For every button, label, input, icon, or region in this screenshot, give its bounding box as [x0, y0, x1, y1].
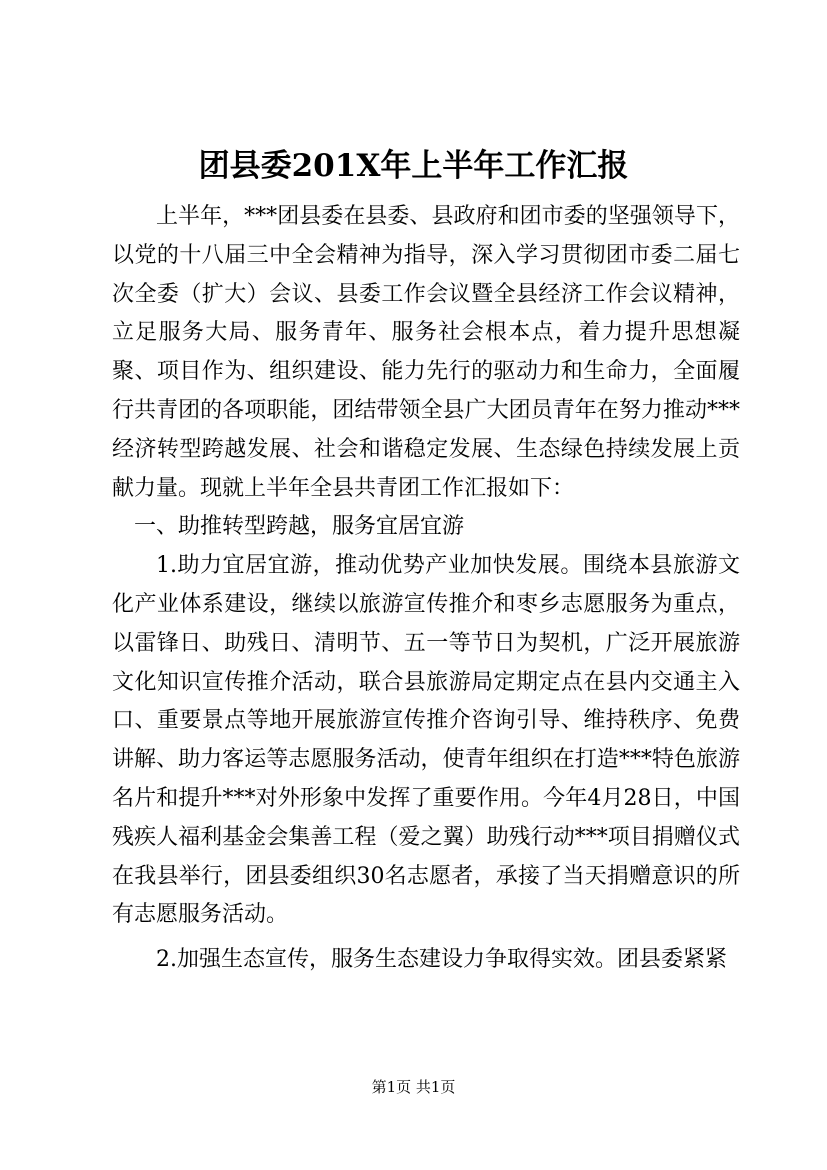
intro-paragraph: 上半年，***团县委在县委、县政府和团市委的坚强领导下，以党的十八届三中全会精神为指导，深入学习贯彻团市委二届七次全委（扩大）会议、县委工作会议暨全县经济工作会议精神，立足服务大局、服务青年、服务社会根本点，着力提升思想凝聚、项目作为、组织建设、能力先行的驱动力和生命力，全面履行共青团的各项职能，团结带领全县广大团员青年在努力推动***经济转型跨越发展、社会和谐稳定发展、生态绿色持续发展上贡献力量。现就上半年全县共青团工作汇报如下：	[112, 204, 740, 501]
item-1-paragraph: 1.助力宜居宜游，推动优势产业加快发展。围绕本县旅游文化产业体系建设，继续以旅游宣传推介和枣乡志愿服务为重点，以雷锋日、助残日、清明节、五一等节日为契机，广泛开展旅游文化知识宣传推介活动，联合县旅游局定期定点在县内交通主入口、重要景点等地开展旅游宣传推介咨询引导、维持秩序、免费讲解、助力客运等志愿服务活动，使青年组织在打造***特色旅游名片和提升***对外形象中发挥了重要作用。今年4月28日，中国残疾人福利基金会集善工程（爱之翼）助残行动***项目捐赠仪式在我县举行，团县委组织30名志愿者，承接了当天捐赠意识的所有志愿服务活动。	[112, 553, 740, 928]
item-2-paragraph: 2.加强生态宣传，服务生态建设力争取得实效。团县委紧紧	[156, 947, 727, 973]
page-number-footer: 第1页 共1页	[371, 1078, 456, 1096]
document-title: 团县委201X年上半年工作汇报	[198, 148, 629, 184]
section-heading: 一、助推转型跨越，服务宜居宜游	[134, 514, 465, 540]
document-body	[112, 198, 740, 980]
